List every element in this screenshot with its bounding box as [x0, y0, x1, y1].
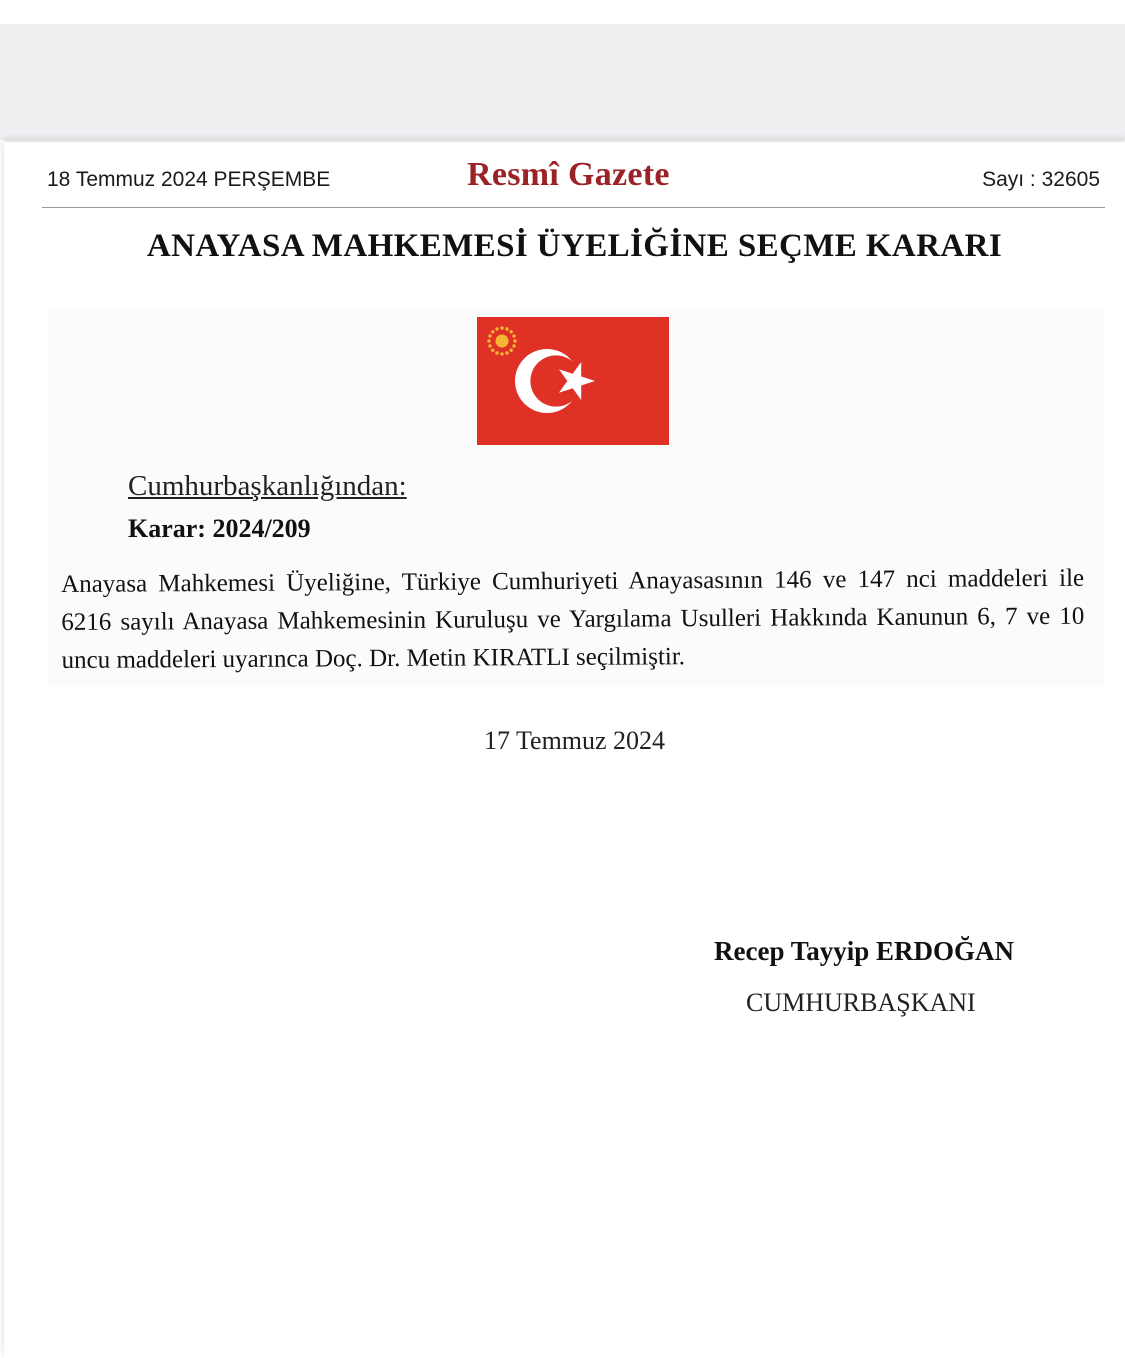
- emblem-star-icon: [487, 339, 490, 342]
- emblem-star-icon: [505, 351, 508, 354]
- document-title: ANAYASA MAHKEMESİ ÜYELİĞİNE SEÇME KARARI: [146, 228, 1003, 264]
- decision-number: Karar: 2024/209: [128, 514, 311, 543]
- emblem-star-icon: [505, 327, 508, 330]
- decision-body: Anayasa Mahkemesi Üyeliğine, Türkiye Cumhuriyeti Anayasasının 146 ve 147 nci maddeleri ile 6216 sayılı Anayasa Mahkemesinin Kuruluşu ve Yargılama Usulleri Hakkında Kanunun 6, 7 ve 10 uncu maddeleri uyarınca Doç. Dr. Metin KIRATLI seçilmiştir.: [61, 564, 1085, 674]
- emblem-star-icon: [488, 334, 491, 337]
- emblem-star-icon: [509, 330, 512, 333]
- emblem-star-icon: [495, 351, 498, 354]
- emblem-star-icon: [491, 330, 494, 333]
- header-divider: [42, 207, 1105, 208]
- top-toolbar-band: [0, 24, 1125, 140]
- emblem-star-icon: [488, 344, 491, 347]
- signed-date: 17 Temmuz 2024: [483, 726, 666, 755]
- emblem-star-icon: [500, 326, 503, 329]
- emblem-star-icon: [512, 334, 515, 337]
- gazette-issue-number: Sayı : 32605: [982, 168, 1100, 191]
- signer-name: Recep Tayyip ERDOĞAN: [714, 936, 1015, 966]
- gazette-date: 18 Temmuz 2024 PERŞEMBE: [47, 168, 331, 191]
- gazette-page: [4, 142, 1125, 1358]
- decision-scan: [48, 310, 1104, 686]
- emblem-star-icon: [513, 339, 516, 342]
- emblem-star-icon: [509, 348, 512, 351]
- gazette-title: Resmî Gazete: [467, 156, 670, 193]
- emblem-star-icon: [512, 344, 515, 347]
- presidential-flag-icon: [477, 317, 669, 445]
- issuer-heading: Cumhurbaşkanlığından:: [128, 470, 407, 502]
- emblem-star-icon: [495, 327, 498, 330]
- emblem-star-icon: [491, 348, 494, 351]
- emblem-star-icon: [500, 352, 503, 355]
- signer-title: CUMHURBAŞKANI: [746, 988, 976, 1017]
